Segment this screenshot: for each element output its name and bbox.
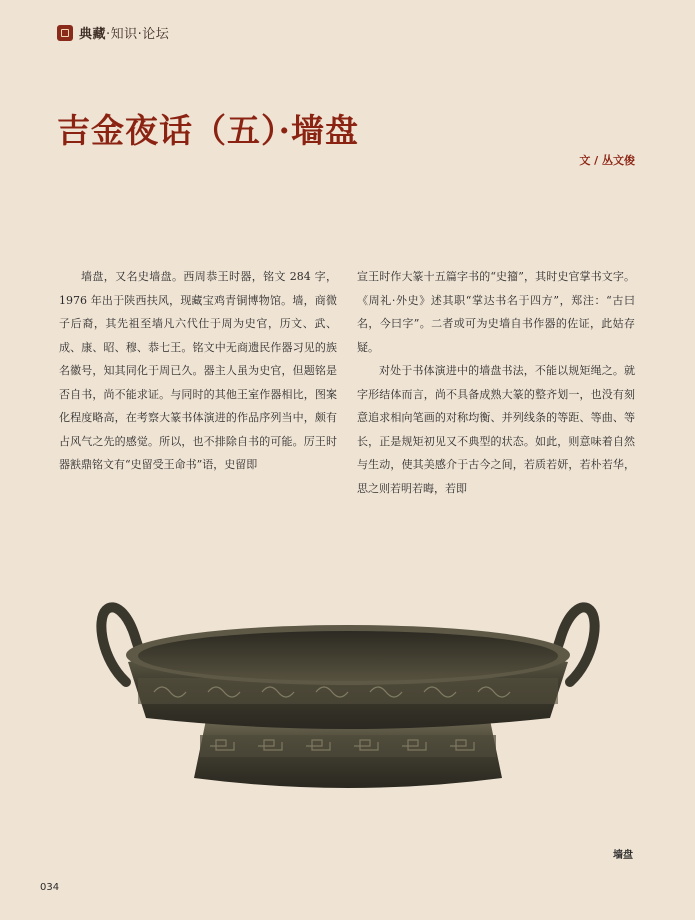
body-column-left [59,265,337,477]
page-number: 034 [40,882,60,893]
section-main: 典藏 [79,27,107,42]
bronze-basin-photo [88,600,608,800]
article-author: 文 / 丛文俊 [579,154,635,167]
figure-caption: 墙盘 [613,850,633,861]
magazine-logo-icon [57,25,73,41]
body-column-right [357,265,635,500]
section-label [79,23,169,42]
paragraph: 对处于书体演进中的墙盘书法，不能以规矩绳之。就字形结体而言，尚不具备成熟大篆的整齐划一，也没有刻意追求相向笔画的对称均衡、并列线条的等距、等曲、等长，正是规矩初见又不典型的状态。如此，则意味着自然与生动，使其美感介于古今之间，若质若妍，若朴若华，思之则若明若晦，若即 [357,364,635,495]
section-header [57,23,169,42]
paragraph: 墙盘，又名史墙盘。西周恭王时器，铭文 284 字，1976 年出于陕西扶风，现藏宝鸡青铜博物馆。墙，商微子后裔，其先祖至墙凡六代仕于周为史官，历文、武、成、康、昭、穆、恭七王。铭文中无商遗民作器习见的族名徽号，知其同化于周已久。器主人虽为史官，但题铭是否自书，尚不能求证。与同时的其他王室作器相比，图案化程度略高，在考察大篆书体演进的作品序列当中，颇有占风气之先的感觉。所以，也不排除自书的可能。厉王时器㝬鼎铭文有“史留受王命书”语，史留即 [59,270,337,471]
article-title: 吉金夜话（五）·墙盘 [57,111,359,150]
paragraph: 宣王时作大篆十五篇字书的“史籀”，其时史官掌书文字。《周礼·外史》述其职“掌达书名于四方”，郑注：“古曰名，今曰字”。二者或可为史墙自书作器的佐证，此姑存疑。 [357,270,635,354]
section-sub: ·知识·论坛 [106,27,170,42]
